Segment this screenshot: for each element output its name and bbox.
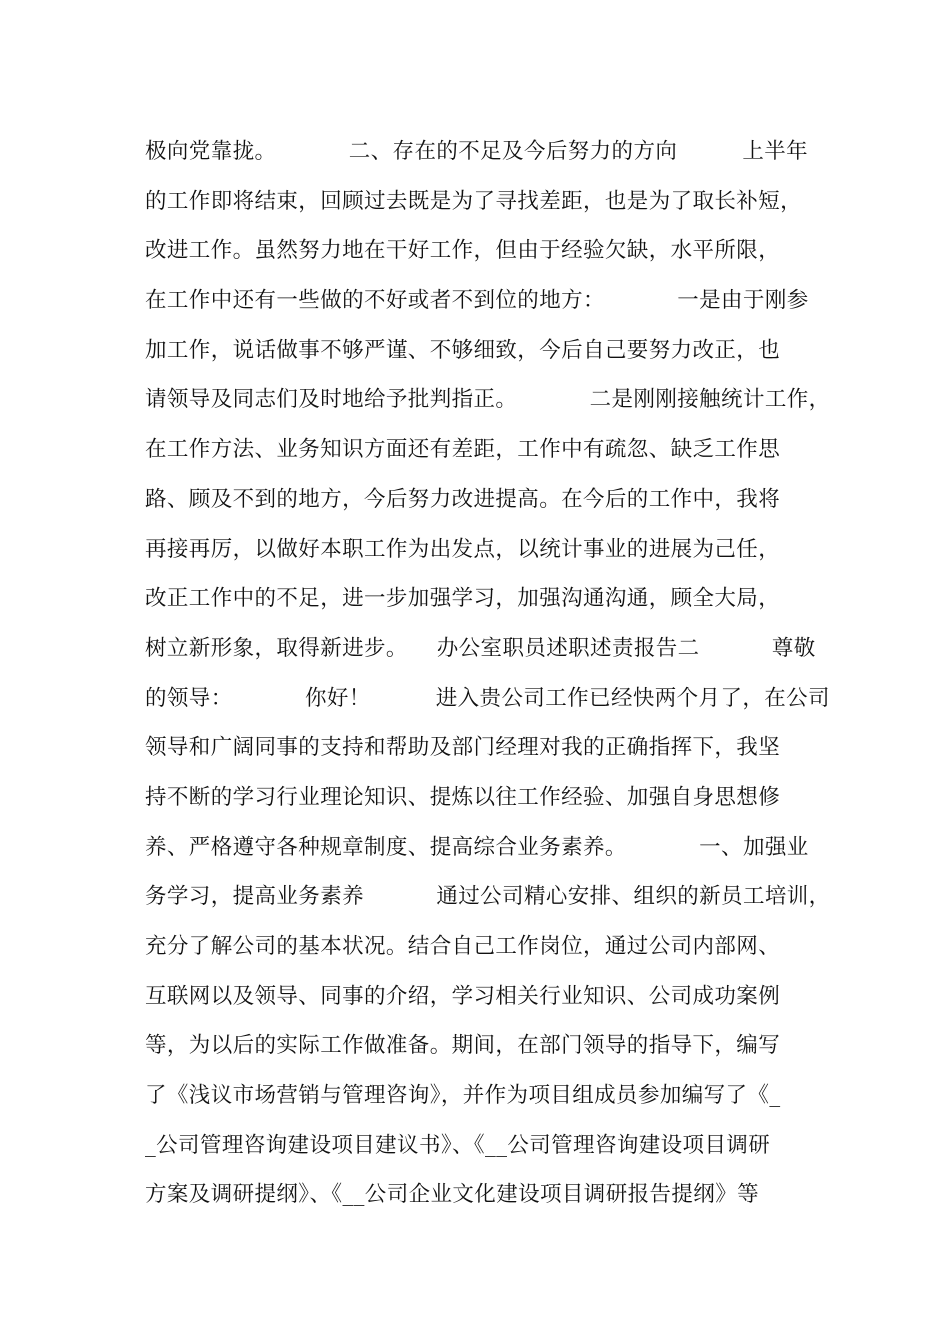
text-line: 领导和广阔同事的支持和帮助及部门经理对我的正确指挥下，我坚 [145,735,781,761]
text-line: 请领导及同志们及时地给予批判指正。 二是刚刚接触统计工作， [145,387,831,413]
text-line: 在工作中还有一些做的不好或者不到位的地方： 一是由于刚参 [145,288,809,314]
text-line: 极向党靠拢。 二、存在的不足及今后努力的方向 上半年 [145,139,809,164]
text-line: 充分了解公司的基本状况。结合自己工作岗位，通过公司内部网、 [145,934,781,959]
text-line: 改正工作中的不足，进一步加强学习，加强沟通沟通，顾全大局， [145,586,781,612]
text-line: 再接再厉，以做好本职工作为出发点，以统计事业的进展为己任， [145,536,781,562]
text-line: 树立新形象，取得新进步。 办公室职员述职述责报告二 尊敬 [145,635,816,661]
text-line: 改进工作。虽然努力地在干好工作，但由于经验欠缺，水平所限， [145,238,781,264]
text-line: 加工作，说话做事不够严谨、不够细致，今后自己要努力改正，也 [145,337,781,363]
text-line: 在工作方法、业务知识方面还有差距，工作中有疏忽、缺乏工作思 [145,437,781,463]
body-text [145,127,831,1220]
text-line: 了《浅议市场营销与管理咨询》，并作为项目组成员参加编写了《_ [145,1083,781,1109]
text-line: 的领导： 你好！ 进入贵公司工作已经快两个月了，在公司 [145,685,830,711]
text-line: 等，为以后的实际工作做准备。期间，在部门领导的指导下，编写 [145,1033,781,1059]
text-line: 持不断的学习行业理论知识、提炼以往工作经验、加强自身思想修 [145,784,781,810]
text-line: 的工作即将结束，回顾过去既是为了寻找差距，也是为了取长补短， [145,188,803,214]
text-line: 务学习，提高业务素养 通过公司精心安排、组织的新员工培训， [145,884,831,910]
text-line: _公司管理咨询建设项目建议书》、《__公司管理咨询建设项目调研 [145,1132,771,1158]
text-line: 路、顾及不到的地方，今后努力改进提高。在今后的工作中，我将 [145,486,781,512]
text-line: 方案及调研提纲》、《__公司企业文化建设项目调研报告提纲》等 [145,1182,760,1208]
text-line: 养、严格遵守各种规章制度、提高综合业务素养。 一、加强业 [145,834,809,860]
text-line: 互联网以及领导、同事的介绍，学习相关行业知识、公司成功案例 [145,983,781,1009]
